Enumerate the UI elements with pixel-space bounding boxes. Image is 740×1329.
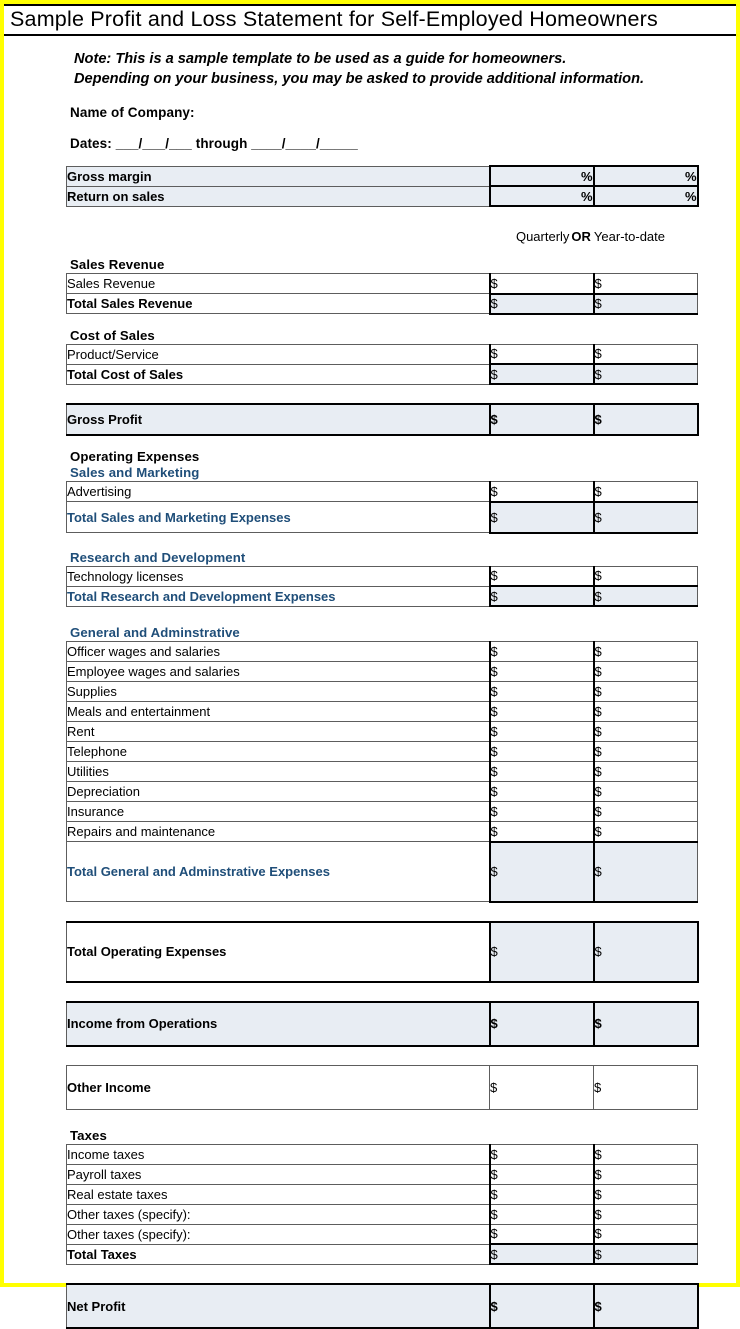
row-label: Officer wages and salaries [67, 642, 490, 662]
row-label: Return on sales [67, 186, 490, 206]
section-heading-sales-and-marketing: Sales and Marketing [70, 465, 200, 480]
column-header-quarterly: Quarterly [515, 229, 570, 244]
ratios-table [66, 165, 699, 207]
row-label: Other taxes (specify): [67, 1224, 490, 1244]
row-value-ytd[interactable]: $ [594, 344, 698, 364]
row-value-quarterly[interactable]: $ [490, 742, 594, 762]
sales-revenue-table [66, 273, 698, 315]
row-label: Payroll taxes [67, 1164, 490, 1184]
note-line-2: Depending on your business, you may be asked to provide additional information. [74, 71, 645, 87]
row-value-quarterly[interactable]: $ [490, 1065, 594, 1109]
row-value-quarterly[interactable]: $ [490, 842, 594, 902]
row-label: Rent [67, 722, 490, 742]
table-row-total [67, 586, 698, 606]
row-value-ytd[interactable]: $ [594, 682, 698, 702]
table-row [67, 762, 698, 782]
column-header-year-to-date: Year-to-date [593, 229, 665, 244]
row-label: Employee wages and salaries [67, 662, 490, 682]
row-value-ytd[interactable]: % [594, 166, 698, 186]
row-value-ytd[interactable]: $ [594, 1144, 698, 1164]
row-label: Total Cost of Sales [67, 364, 490, 384]
row-label: Depreciation [67, 782, 490, 802]
row-value-ytd[interactable]: $ [594, 1284, 698, 1328]
row-value-ytd[interactable]: $ [594, 782, 698, 802]
table-row [67, 566, 698, 586]
row-value-ytd[interactable]: $ [594, 502, 698, 533]
column-headers [12, 229, 728, 244]
row-value-quarterly[interactable]: $ [490, 802, 594, 822]
row-value-quarterly[interactable]: $ [490, 1244, 594, 1264]
row-value-quarterly[interactable]: $ [490, 1204, 594, 1224]
table-row [67, 662, 698, 682]
table-row-total [67, 294, 698, 314]
row-label: Product/Service [67, 344, 490, 364]
row-label: Meals and entertainment [67, 702, 490, 722]
other-income-table [66, 1065, 698, 1110]
row-value-quarterly[interactable]: $ [490, 822, 594, 842]
taxes-table [66, 1144, 698, 1266]
row-label: Telephone [67, 742, 490, 762]
section-heading-taxes: Taxes [70, 1127, 107, 1143]
table-row-total [67, 364, 698, 384]
row-value-ytd[interactable]: $ [594, 294, 698, 314]
table-row [67, 1164, 698, 1184]
row-label: Total Operating Expenses [67, 922, 490, 982]
row-label: Total Taxes [67, 1244, 490, 1264]
row-label: Real estate taxes [67, 1184, 490, 1204]
table-row [67, 1184, 698, 1204]
company-name-field-label[interactable]: Name of Company: [70, 105, 195, 120]
row-value-quarterly[interactable]: $ [490, 702, 594, 722]
row-label: Total Sales Revenue [67, 294, 490, 314]
column-header-or: OR [571, 229, 591, 244]
table-row [67, 1224, 698, 1244]
row-label: Total Research and Development Expenses [67, 586, 490, 606]
page-title: Sample Profit and Loss Statement for Self-Employed Homeowners [4, 4, 736, 36]
row-value-ytd[interactable]: % [594, 186, 698, 206]
row-value-ytd[interactable]: $ [594, 1224, 698, 1244]
row-value-ytd[interactable]: $ [594, 762, 698, 782]
row-value-ytd[interactable]: $ [594, 822, 698, 842]
section-heading-cost-of-sales: Cost of Sales [70, 327, 155, 343]
row-label: Advertising [67, 482, 490, 502]
table-row-total [67, 922, 698, 982]
row-value-quarterly[interactable]: $ [490, 762, 594, 782]
net-profit-table [66, 1283, 699, 1329]
row-value-quarterly[interactable]: $ [490, 1164, 594, 1184]
table-row [67, 802, 698, 822]
row-value-ytd[interactable]: $ [594, 404, 698, 435]
row-label: Insurance [67, 802, 490, 822]
row-value-ytd[interactable]: $ [594, 802, 698, 822]
row-value-quarterly[interactable]: $ [490, 1284, 594, 1328]
table-row-total [67, 1002, 698, 1046]
row-value-quarterly[interactable]: % [490, 166, 594, 186]
gross-profit-table [66, 403, 699, 436]
row-label: Total General and Adminstrative Expenses [67, 842, 490, 902]
row-value-ytd[interactable]: $ [594, 922, 698, 982]
table-row [67, 782, 698, 802]
row-value-quarterly[interactable]: % [490, 186, 594, 206]
section-heading-operating-expenses: Operating Expenses [70, 449, 200, 464]
table-row [67, 702, 698, 722]
row-value-ytd[interactable]: $ [594, 1164, 698, 1184]
row-value-ytd[interactable]: $ [594, 842, 698, 902]
total-operating-expenses-table [66, 921, 699, 983]
row-value-quarterly[interactable]: $ [490, 502, 594, 533]
table-row [67, 1144, 698, 1164]
table-row [67, 186, 698, 206]
row-value-ytd[interactable]: $ [594, 1065, 698, 1109]
note-line-1: Note: This is a sample template to be used as a guide for homeowners. [74, 51, 567, 67]
income-from-operations-table [66, 1001, 699, 1047]
row-value-quarterly[interactable]: $ [490, 274, 594, 294]
row-value-ytd[interactable]: $ [594, 482, 698, 502]
row-value-ytd[interactable]: $ [594, 364, 698, 384]
cost-of-sales-table [66, 344, 698, 386]
row-label: Other Income [67, 1065, 490, 1109]
row-value-quarterly[interactable]: $ [490, 344, 594, 364]
row-value-ytd[interactable]: $ [594, 662, 698, 682]
row-value-quarterly[interactable]: $ [490, 1224, 594, 1244]
row-value-quarterly[interactable]: $ [490, 1002, 594, 1046]
table-row [67, 742, 698, 762]
row-label: Sales Revenue [67, 274, 490, 294]
row-value-quarterly[interactable]: $ [490, 1184, 594, 1204]
general-and-administrative-table [66, 641, 698, 903]
row-value-ytd[interactable]: $ [594, 586, 698, 606]
row-value-quarterly[interactable]: $ [490, 566, 594, 586]
table-row [67, 642, 698, 662]
research-and-development-table [66, 566, 698, 608]
row-value-quarterly[interactable]: $ [490, 722, 594, 742]
row-value-ytd[interactable]: $ [594, 1204, 698, 1224]
row-value-ytd[interactable]: $ [594, 1184, 698, 1204]
row-value-quarterly[interactable]: $ [490, 404, 594, 435]
table-row-total [67, 1284, 698, 1328]
row-label: Technology licenses [67, 566, 490, 586]
table-row [67, 482, 698, 502]
sales-and-marketing-table [66, 481, 698, 534]
section-heading-general-and-administrative: General and Adminstrative [70, 625, 240, 640]
dates-field-label[interactable]: Dates: ___/___/___ through ____/____/_____ [70, 136, 358, 151]
row-value-quarterly[interactable]: $ [490, 682, 594, 702]
table-row [67, 1204, 698, 1224]
table-row [67, 344, 698, 364]
section-heading-sales-revenue: Sales Revenue [70, 257, 165, 272]
note-block [74, 49, 728, 89]
table-row-total [67, 404, 698, 435]
row-label: Total Sales and Marketing Expenses [67, 502, 490, 533]
section-heading-research-and-development: Research and Development [70, 549, 246, 565]
row-value-ytd[interactable]: $ [594, 1244, 698, 1264]
row-label: Utilities [67, 762, 490, 782]
row-label: Supplies [67, 682, 490, 702]
table-row [67, 822, 698, 842]
row-value-quarterly[interactable]: $ [490, 922, 594, 982]
row-label: Gross margin [67, 166, 490, 186]
row-label: Repairs and maintenance [67, 822, 490, 842]
row-value-ytd[interactable]: $ [594, 274, 698, 294]
table-row [67, 722, 698, 742]
row-value-ytd[interactable]: $ [594, 722, 698, 742]
row-value-quarterly[interactable]: $ [490, 482, 594, 502]
row-label: Other taxes (specify): [67, 1204, 490, 1224]
row-label: Income from Operations [67, 1002, 490, 1046]
document-body [4, 4, 736, 1314]
row-value-quarterly[interactable]: $ [490, 364, 594, 384]
row-value-quarterly[interactable]: $ [490, 642, 594, 662]
row-value-quarterly[interactable]: $ [490, 782, 594, 802]
row-value-quarterly[interactable]: $ [490, 1144, 594, 1164]
row-value-quarterly[interactable]: $ [490, 586, 594, 606]
table-row-total [67, 842, 698, 902]
table-row-total [67, 1244, 698, 1264]
row-label: Income taxes [67, 1144, 490, 1164]
table-row [67, 682, 698, 702]
row-value-quarterly[interactable]: $ [490, 662, 594, 682]
row-value-quarterly[interactable]: $ [490, 294, 594, 314]
row-value-ytd[interactable]: $ [594, 742, 698, 762]
table-row [67, 274, 698, 294]
table-row [67, 166, 698, 186]
row-value-ytd[interactable]: $ [594, 1002, 698, 1046]
row-value-ytd[interactable]: $ [594, 566, 698, 586]
row-value-ytd[interactable]: $ [594, 702, 698, 722]
table-row-total [67, 502, 698, 533]
row-value-ytd[interactable]: $ [594, 642, 698, 662]
row-label: Gross Profit [67, 404, 490, 435]
row-label: Net Profit [67, 1284, 490, 1328]
table-row [67, 1065, 698, 1109]
